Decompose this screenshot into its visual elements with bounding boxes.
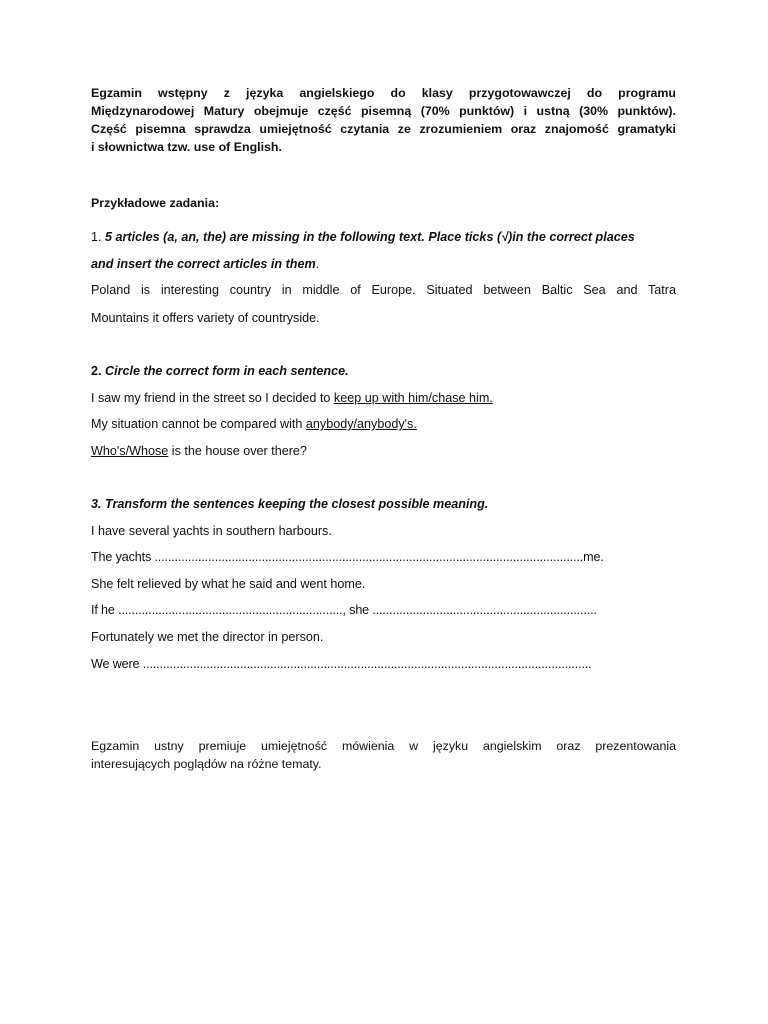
task1-number: 1. <box>91 230 102 244</box>
task2-s1-prefix: I saw my friend in the street so I decided to <box>91 391 334 405</box>
intro-line-2: Międzynarodowej Matury obejmuje część pisemną (70% punktów) i ustną (30% punktów). <box>91 104 676 118</box>
task1-title-line-2 <box>91 255 681 273</box>
task2-s3-suffix: is the house over there? <box>168 444 307 458</box>
examples-heading: Przykładowe zadania: <box>91 196 220 210</box>
task3-number: 3. <box>91 497 102 511</box>
task3-title-text: Transform the sentences keeping the closest possible meaning. <box>105 497 489 511</box>
task2-number: 2. <box>91 364 102 378</box>
intro-line-4: i słownictwa tzw. use of English. <box>91 140 282 154</box>
task2-title <box>91 362 681 380</box>
task3-sentence-3: Fortunately we met the director in person. <box>91 630 324 644</box>
task1-title-text-1: 5 articles (a, an, the) are missing in the following text. Place ticks (√)in the correct places <box>105 230 635 244</box>
task1-text-line-1: Poland is interesting country in middle of Europe. Situated between Baltic Sea and Tatra <box>91 283 676 297</box>
task1-title-text-2: and insert the correct articles in them <box>91 257 316 271</box>
task2-sentence-3 <box>91 442 681 460</box>
intro-paragraph <box>91 84 676 156</box>
task2-title-text: Circle the correct form in each sentence. <box>105 364 349 378</box>
task2-s3-choice: Who's/Whose <box>91 444 169 458</box>
task3-answer-2: If he ..................................................................., she ................................................................... <box>91 603 597 617</box>
intro-line-3: Część pisemna sprawdza umiejętność czytania ze zrozumieniem oraz znajomość gramatyki <box>91 122 676 136</box>
task3-sentence-1: I have several yachts in southern harbours. <box>91 524 332 538</box>
document-page <box>91 84 676 771</box>
outro-paragraph <box>91 737 676 773</box>
outro-line-2: interesujących poglądów na różne tematy. <box>91 757 322 771</box>
task1-title-line-1 <box>91 228 681 246</box>
task2-sentence-1 <box>91 389 681 407</box>
task3-answer-3: We were ...................................................................................................................................... <box>91 657 592 671</box>
task3-sentence-2: She felt relieved by what he said and went home. <box>91 577 366 591</box>
task2-s2-prefix: My situation cannot be compared with <box>91 417 306 431</box>
task2-s1-choice: keep up with him/chase him. <box>333 391 493 405</box>
task2-sentence-2 <box>91 415 681 433</box>
task3-title <box>91 495 681 513</box>
outro-line-1: Egzamin ustny premiuje umiejętność mówienia w języku angielskim oraz prezentowania <box>91 739 676 753</box>
intro-line-1: Egzamin wstępny z języka angielskiego do klasy przygotowawczej do programu <box>91 86 676 100</box>
task2-s2-choice: anybody/anybody's. <box>305 417 417 431</box>
task3-answer-1: The yachts ................................................................................................................................me. <box>91 550 604 564</box>
task1-title-period: . <box>315 257 320 271</box>
task1-text-line-2: Mountains it offers variety of countryside. <box>91 311 320 325</box>
